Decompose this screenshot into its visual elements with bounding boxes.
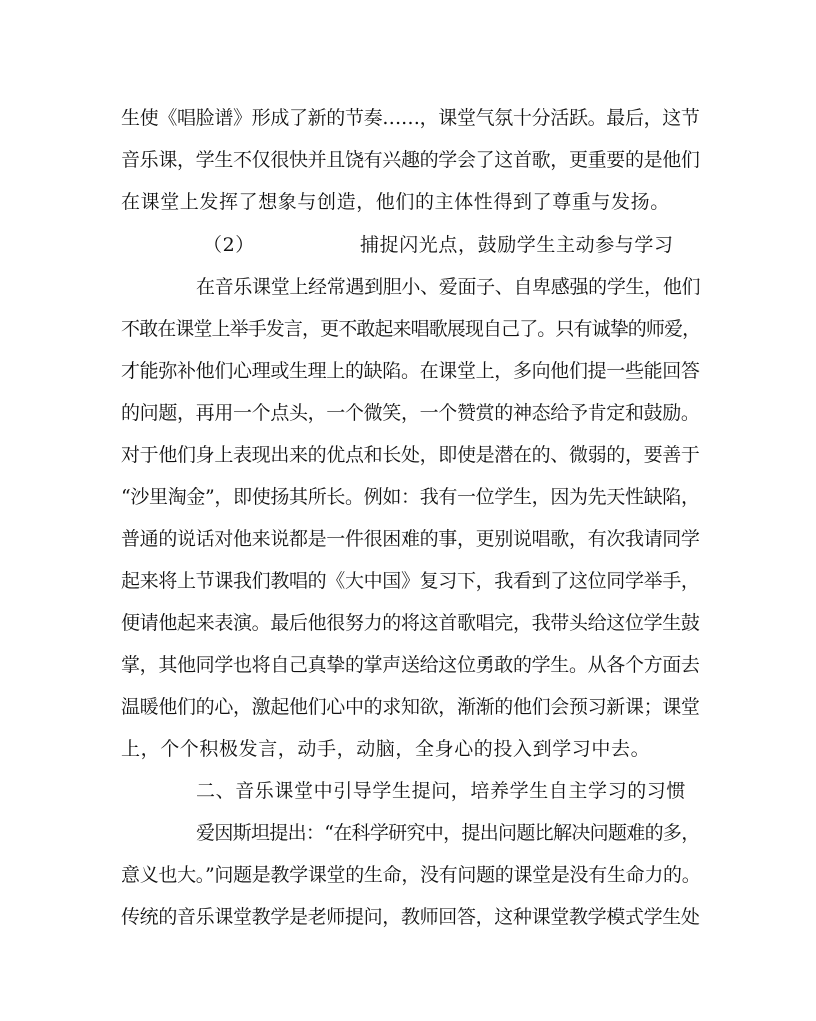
body-text-line: 音乐课，学生不仅很快并且饶有兴趣的学会了这首歌，更重要的是他们 bbox=[121, 149, 700, 171]
body-text-line: 的问题，再用一个点头，一个微笑，一个赞赏的神态给予肯定和鼓励。 bbox=[121, 402, 700, 424]
body-text-line: 传统的音乐课堂教学是老师提问，教师回答，这种课堂教学模式学生处 bbox=[121, 906, 700, 928]
body-text-line: 温暖他们的心，激起他们心中的求知欲，渐渐的他们会预习新课；课堂 bbox=[121, 696, 700, 718]
body-text-line: 生使《唱脸谱》形成了新的节奏……，课堂气氛十分活跃。最后，这节 bbox=[121, 107, 700, 129]
body-text-line: 便请他起来表演。最后他很努力的将这首歌唱完，我带头给这位学生鼓 bbox=[121, 612, 700, 634]
body-text-line: 不敢在课堂上举手发言，更不敢起来唱歌展现自己了。只有诚挚的师爱， bbox=[121, 318, 701, 340]
body-text-line: 才能弥补他们心理或生理上的缺陷。在课堂上，多向他们提一些能回答 bbox=[121, 360, 700, 382]
body-text-line: “沙里淘金”，即使扬其所长。例如：我有一位学生，因为先天性缺陷， bbox=[121, 486, 700, 508]
body-text-line: 普通的说话对他来说都是一件很困难的事，更别说唱歌，有次我请同学 bbox=[121, 528, 700, 550]
paragraph-start-line: 爱因斯坦提出：“在科学研究中，提出问题比解决问题难的多， bbox=[196, 822, 700, 844]
body-text-line: 起来将上节课我们教唱的《大中国》复习下，我看到了这位同学举手， bbox=[121, 570, 700, 592]
body-text-line: 上，个个积极发言，动手，动脑，全身心的投入到学习中去。 bbox=[121, 738, 651, 760]
section-heading: 二、音乐课堂中引导学生提问，培养学生自主学习的习惯 bbox=[196, 780, 687, 802]
paragraph-start-line: 在音乐课堂上经常遇到胆小、爱面子、自卑感强的学生，他们 bbox=[196, 276, 701, 298]
body-text-line: 意义也大。”问题是教学课堂的生命，没有问题的课堂是没有生命力的。 bbox=[121, 864, 701, 886]
body-text-line: 对于他们身上表现出来的优点和长处，即使是潜在的、微弱的，要善于 bbox=[121, 444, 700, 466]
section-number: （2） bbox=[203, 234, 255, 256]
section-heading: 捕捉闪光点，鼓励学生主动参与学习 bbox=[360, 234, 674, 256]
body-text-line: 在课堂上发挥了想象与创造，他们的主体性得到了尊重与发扬。 bbox=[121, 191, 670, 213]
body-text-line: 掌，其他同学也将自己真挚的掌声送给这位勇敢的学生。从各个方面去 bbox=[121, 654, 700, 676]
